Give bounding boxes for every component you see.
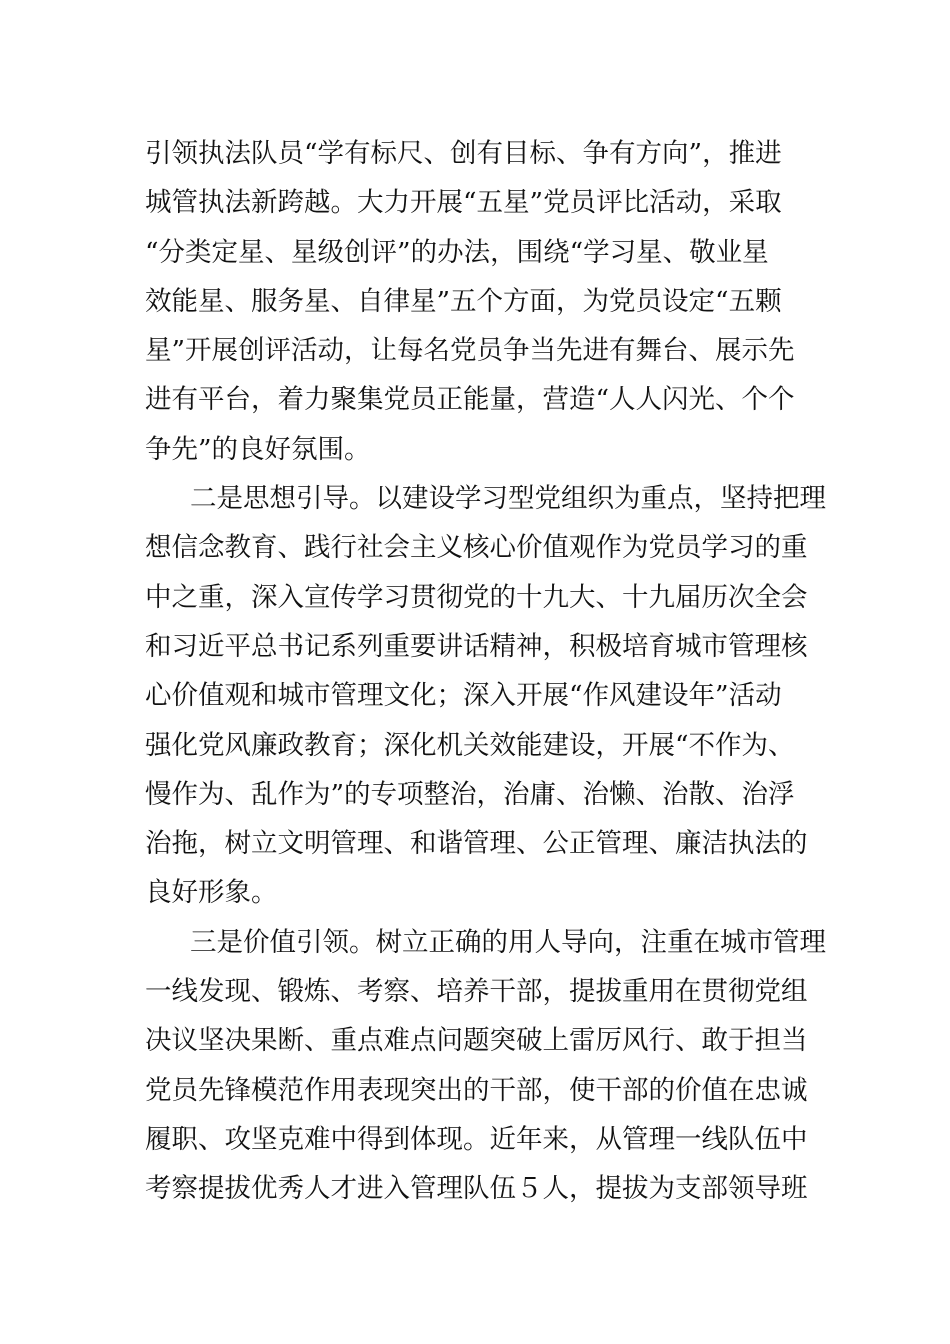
text-line: 决议坚决果断、重点难点问题突破上雷厉风行、敢于担当	[145, 1025, 808, 1057]
paragraph-start-line: 三是价值引领。树立正确的用人导向，注重在城市管理	[190, 926, 826, 958]
text-line: 心价值观和城市管理文化；深入开展“作风建设年”活动	[145, 680, 782, 712]
text-line: 治拖，树立文明管理、和谐管理、公正管理、廉洁执法的	[145, 828, 808, 860]
text-line: 进有平台，着力聚集党员正能量，营造“人人闪光、个个	[145, 384, 795, 416]
text-line: 考察提拔优秀人才进入管理队伍５人，提拔为支部领导班	[145, 1173, 808, 1205]
paragraph-start-line: 二是思想引导。以建设学习型党组织为重点，坚持把理	[190, 483, 826, 515]
text-line: 星”开展创评活动，让每名党员争当先进有舞台、展示先	[145, 335, 795, 367]
text-line: 城管执法新跨越。大力开展“五星”党员评比活动，采取	[145, 187, 782, 219]
text-line: 履职、攻坚克难中得到体现。近年来，从管理一线队伍中	[145, 1123, 808, 1155]
text-line: 引领执法队员“学有标尺、创有目标、争有方向”，推进	[145, 138, 782, 169]
text-line: 效能星、服务星、自律星”五个方面，为党员设定“五颗	[145, 285, 782, 317]
document-body	[145, 129, 826, 1214]
text-line: 争先”的良好氛围。	[145, 433, 371, 465]
text-line: 中之重，深入宣传学习贯彻党的十九大、十九届历次全会	[145, 581, 808, 613]
text-line: “分类定星、星级创评”的办法，围绕“学习星、敬业星	[145, 236, 769, 268]
text-line: 想信念教育、践行社会主义核心价值观作为党员学习的重	[145, 532, 808, 564]
text-line: 一线发现、锻炼、考察、培养干部，提拔重用在贯彻党组	[145, 976, 808, 1008]
text-line: 慢作为、乱作为”的专项整治，治庸、治懒、治散、治浮	[145, 778, 795, 810]
text-line: 良好形象。	[145, 877, 278, 909]
text-line: 和习近平总书记系列重要讲话精神，积极培育城市管理核	[145, 630, 808, 662]
text-line: 党员先锋模范作用表现突出的干部，使干部的价值在忠诚	[145, 1074, 808, 1106]
text-line: 强化党风廉政教育；深化机关效能建设，开展“不作为、	[145, 729, 795, 761]
